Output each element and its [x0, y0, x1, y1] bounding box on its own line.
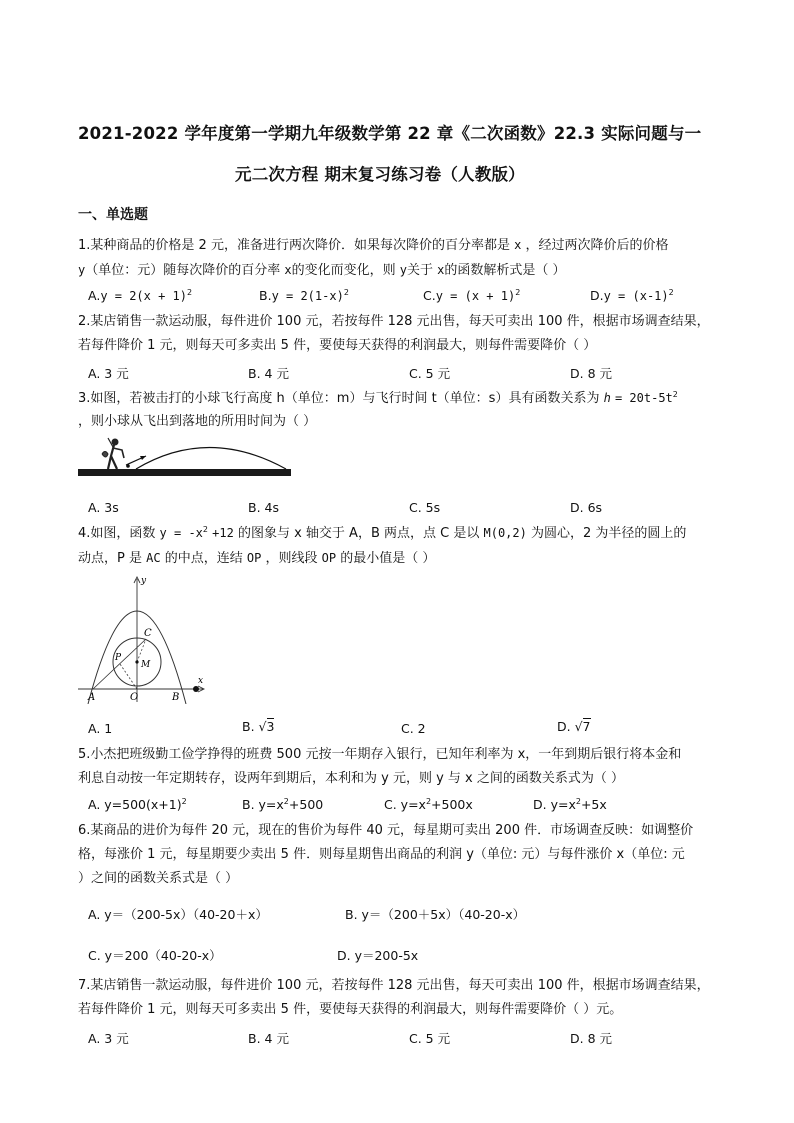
q1-option-a[interactable]: $A.y = 2(x + 1)^2$ — [88, 288, 193, 303]
point-dot — [193, 686, 199, 692]
q5-line2: 利息自动按一年定期转存，设两年到期后，本利和为 y 元，则 y 与 x 之间的函数关系式为（ ） — [78, 771, 625, 786]
q6-line1: 6.某商品的进价为每件 20 元，现在的售价为每件 40 元，每星期可卖出 200 件．市场调查反映：如调整价 — [78, 823, 694, 838]
label-x: x — [198, 676, 204, 686]
q5-option-b[interactable]: B. $y=x^2+500$ — [242, 797, 324, 812]
q2-option-c[interactable]: C. 5 元 — [409, 366, 451, 381]
q4-option-d[interactable]: D. √7 — [557, 719, 591, 734]
q7-option-c[interactable]: C. 5 元 — [409, 1031, 451, 1046]
q6-line3: ）之间的函数关系式是（ ） — [78, 871, 239, 886]
q5-option-d[interactable]: D. $y=x^2+5x$ — [533, 797, 607, 812]
q5-line1: 5.小杰把班级勤工俭学挣得的班费 500 元按一年期存入银行，已知年利率为 x，一年到期后银行将本金和 — [78, 747, 682, 762]
q2-line2: 若每件降价 1 元，则每天可多卖出 5 件，要使每天获得的利润最大，则每件需要降价（ ） — [78, 338, 597, 353]
q3-option-b[interactable]: B. 4s — [248, 500, 279, 515]
q2-option-a[interactable]: A. 3 元 — [88, 366, 129, 381]
q4-option-c[interactable]: C. 2 — [401, 721, 426, 736]
q4-line2: 动点，P 是 AC 的中点，连结 OP ，则线段 OP 的最小值是（ ） — [78, 551, 436, 566]
label-y: y — [141, 576, 147, 586]
q7-option-a[interactable]: A. 3 元 — [88, 1031, 129, 1046]
q4-line1: 4.如图，函数 $y = -x^2 +12$ 的图象与 x 轴交于 A，B 两点，点 C 是以 M(0,2) 为圆心，2 为半径的圆上的 — [78, 525, 687, 541]
q3-option-a[interactable]: A. 3s — [88, 500, 119, 515]
point-m — [135, 660, 138, 663]
section-heading: 一、单选题 — [78, 207, 148, 223]
q7-option-d[interactable]: D. 8 元 — [570, 1031, 612, 1046]
q2-option-b[interactable]: B. 4 元 — [248, 366, 289, 381]
q7-line1: 7.某店销售一款运动服，每件进价 100 元，若按每件 128 元出售，每天可卖出 100 件，根据市场调查结果， — [78, 978, 710, 993]
q4-figure-parabola — [78, 574, 213, 704]
sqrt-icon: √ — [574, 719, 583, 734]
q1-option-b[interactable]: $B.y = 2(1-x)^2$ — [259, 288, 349, 303]
segment-mc — [137, 639, 146, 662]
q3-line2: ，则小球从飞出到落地的所用时间为（ ） — [78, 414, 317, 429]
q1-option-d[interactable]: $D.y = (x-1)^2$ — [590, 288, 674, 303]
label-m: M — [141, 660, 151, 670]
q2-option-d[interactable]: D. 8 元 — [570, 366, 612, 381]
q6-option-d[interactable]: D. y＝200-5x — [337, 948, 419, 963]
ball-trajectory — [136, 448, 286, 470]
q1-line1: 1.某种商品的价格是 2 元，准备进行两次降价．如果每次降价的百分率都是 x ，经过两次降价后的价格 — [78, 238, 669, 253]
q2-line1: 2.某店销售一款运动服，每件进价 100 元，若按每件 128 元出售，每天可卖出 100 件，根据市场调查结果， — [78, 314, 710, 329]
golfer-icon — [102, 438, 124, 469]
q6-option-b[interactable]: B. y＝（200＋5x）（40-20-x） — [345, 907, 526, 922]
ground — [78, 469, 291, 476]
q7-option-b[interactable]: B. 4 元 — [248, 1031, 289, 1046]
q3-figure-golf — [78, 436, 293, 482]
label-a: A — [88, 692, 96, 703]
q1-line2: y（单位：元）随每次降价的百分率 x的变化而变化，则 y关于 x的函数解析式是（ ） — [78, 263, 566, 278]
ball-icon — [126, 464, 130, 468]
q5-option-c[interactable]: C. $y=x^2+500x$ — [384, 797, 473, 812]
segment-op — [120, 664, 137, 689]
q7-line2: 若每件降价 1 元，则每天可多卖出 5 件，要使每天获得的利润最大，则每件需要降价（ ）元。 — [78, 1002, 623, 1017]
label-c: C — [144, 628, 152, 639]
q4-option-b[interactable]: B. √3 — [242, 719, 275, 734]
q4-option-a[interactable]: A. 1 — [88, 721, 113, 736]
label-b: B — [172, 692, 180, 703]
q3-option-c[interactable]: C. 5s — [409, 500, 441, 515]
q1-option-c[interactable]: $C.y = (x + 1)^2$ — [423, 288, 521, 303]
label-p: P — [115, 653, 122, 663]
doc-title-line2: 元二次方程 期末复习练习卷（人教版） — [235, 165, 525, 184]
segment-ac — [93, 639, 146, 689]
q6-option-a[interactable]: A. y＝（200-5x）（40-20＋x） — [88, 907, 268, 922]
label-o: O — [130, 692, 139, 703]
q3-option-d[interactable]: D. 6s — [570, 500, 603, 515]
q6-line2: 格，每涨价 1 元，每星期要少卖出 5 件．则每星期售出商品的利润 y（单位: 元）与每件涨价 x（单位: 元 — [78, 847, 685, 862]
q6-option-c[interactable]: C. y＝200（40-20-x） — [88, 948, 222, 963]
doc-title-line1: 2021-2022 学年度第一学期九年级数学第 22 章《二次函数》22.3 实际问题与一 — [78, 124, 702, 143]
q3-line1: 3.如图，若被击打的小球飞行高度 h（单位：m）与飞行时间 t（单位：s）具有函数关系为 $h = 20t-5t^2$ — [78, 390, 678, 406]
sqrt-icon: √ — [258, 719, 267, 734]
q5-option-a[interactable]: A. $y=500(x+1)^2$ — [88, 797, 187, 812]
